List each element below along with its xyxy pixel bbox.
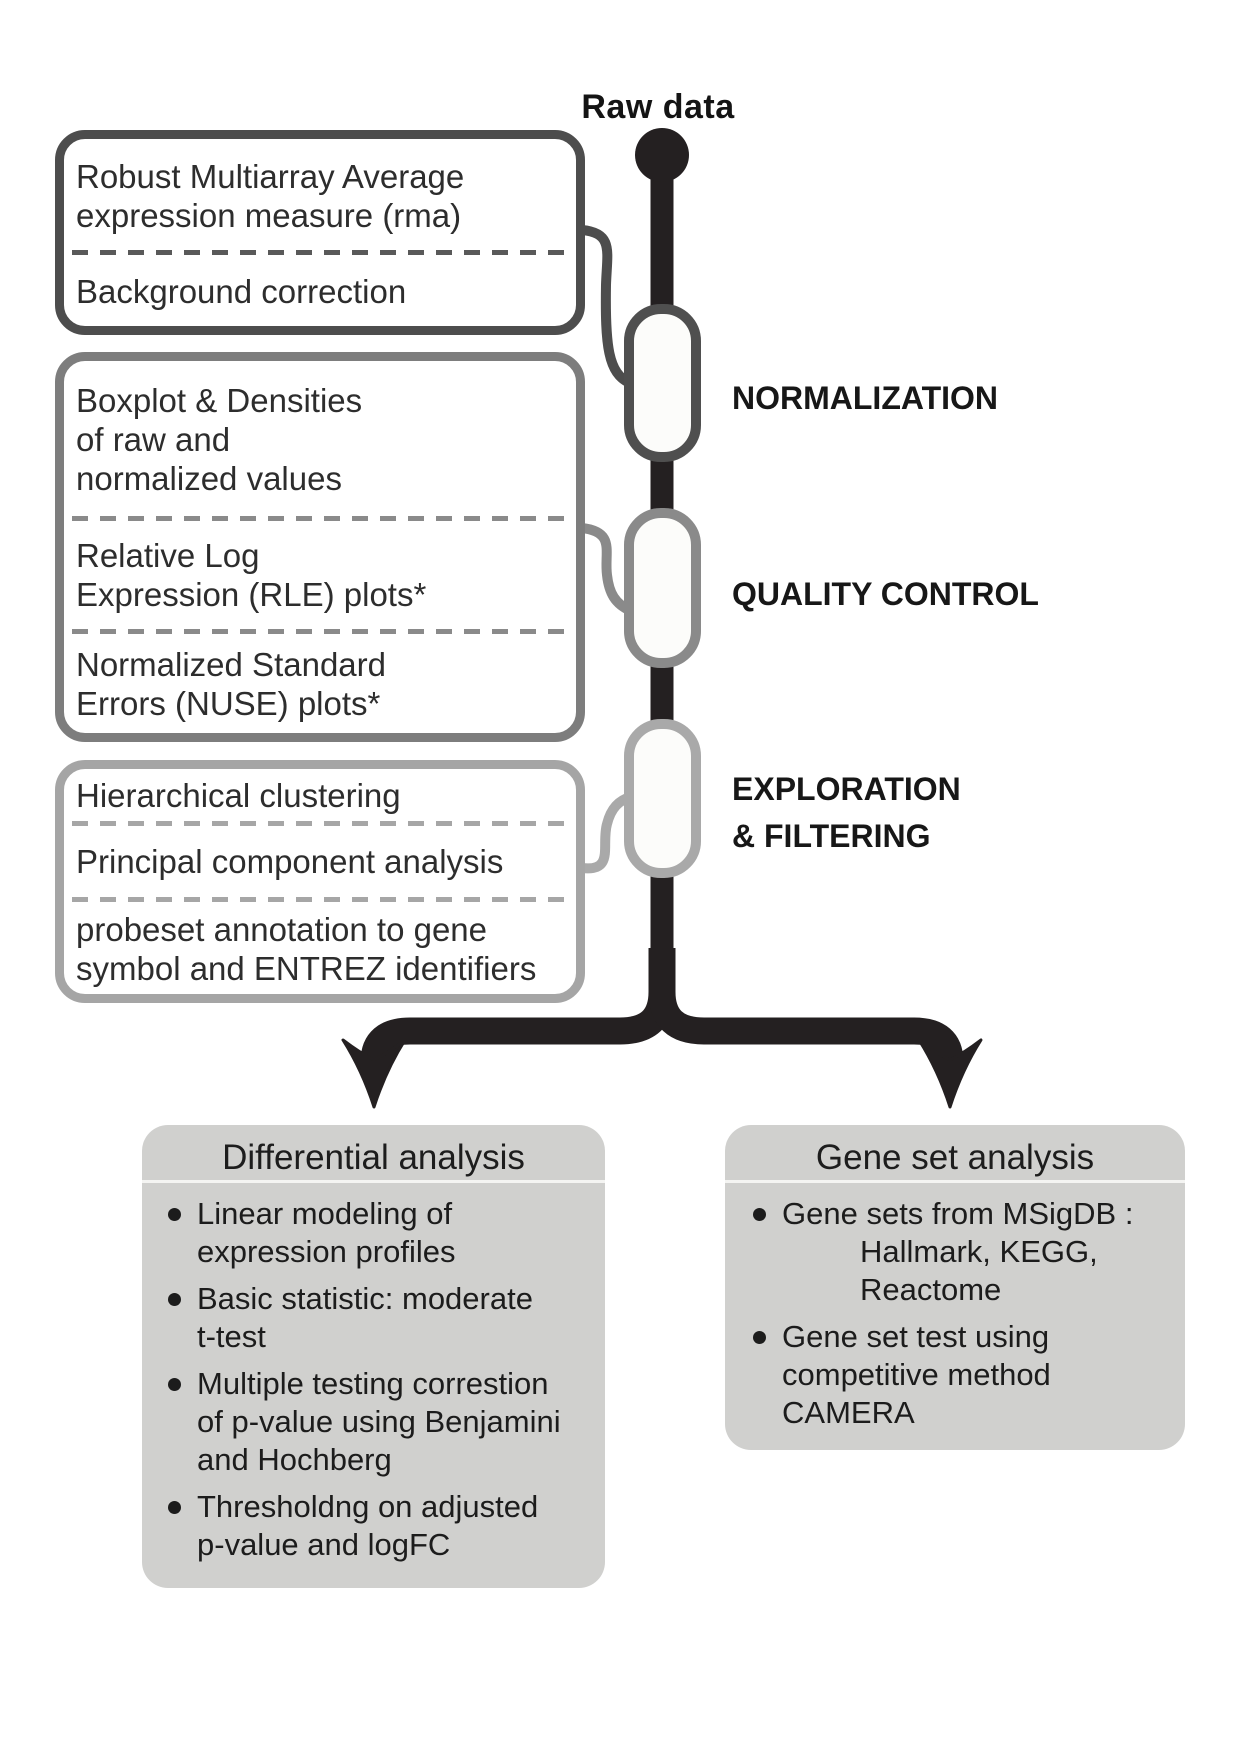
stage-label-normalization (732, 375, 998, 422)
bullet-line: expression profiles (197, 1234, 456, 1269)
bullet-text (782, 1318, 1051, 1432)
bullet-dot (168, 1293, 181, 1306)
bullet-text (782, 1195, 1133, 1309)
stage-label-quality-control (732, 571, 1039, 618)
stage-label-line: EXPLORATION (732, 771, 961, 807)
bullet-item (753, 1195, 1179, 1309)
step-line: of raw and (76, 421, 231, 458)
bullet-item (168, 1488, 599, 1564)
step-line: Background correction (76, 272, 407, 310)
stage-label-line: & FILTERING (732, 818, 931, 854)
dashed-separator (72, 897, 568, 902)
bullet-item (168, 1195, 599, 1271)
dashed-separator (72, 516, 568, 521)
bullet-line: Gene set test using (782, 1319, 1050, 1354)
box-normalization-steps (55, 130, 585, 335)
step-line: Hierarchical clustering (76, 776, 401, 814)
bullet-line: Linear modeling of (197, 1196, 453, 1231)
stage-label-exploration-filtering (732, 766, 961, 860)
step-background-correction (76, 259, 568, 323)
panel-differential-analysis (142, 1125, 605, 1588)
step-line: Robust Multiarray Average (76, 158, 465, 195)
dashed-separator (72, 250, 568, 255)
stage-label-line: QUALITY CONTROL (732, 576, 1039, 612)
step-line: Normalized Standard (76, 645, 386, 683)
bullet-dot (168, 1501, 181, 1514)
bullet-line: Reactome (860, 1272, 1002, 1307)
bullet-list (753, 1195, 1179, 1441)
raw-data-label: Raw data (581, 88, 735, 126)
bullet-line: p-value and logFC (197, 1527, 451, 1562)
step-rle-plots (76, 523, 568, 627)
step-line: expression measure (rma) (76, 197, 462, 234)
bullet-line: Thresholdng on adjusted (197, 1489, 539, 1524)
panel-title-separator (725, 1180, 1185, 1183)
bullet-item (168, 1280, 599, 1356)
bullet-dot (753, 1208, 766, 1221)
bullet-dot (753, 1331, 766, 1344)
bullet-text (197, 1365, 561, 1479)
step-probeset-annotation (76, 905, 568, 993)
bullet-text (197, 1195, 455, 1271)
dashed-separator (72, 821, 568, 826)
stage-label-line: NORMALIZATION (732, 380, 999, 416)
bullet-line: Multiple testing correstion (197, 1366, 549, 1401)
step-line: Expression (RLE) plots* (76, 576, 427, 613)
bullet-line: CAMERA (782, 1395, 915, 1430)
panel-title-separator (142, 1180, 605, 1183)
bullet-item (753, 1318, 1179, 1432)
step-line: normalized values (76, 460, 342, 497)
step-nuse-plots (76, 636, 568, 731)
box-quality-control-steps (55, 352, 585, 742)
step-line: Boxplot & Densities (76, 382, 363, 419)
panel-title: Gene set analysis (815, 1138, 1095, 1177)
dashed-separator (72, 629, 568, 634)
bullet-list (168, 1195, 599, 1573)
bullet-line: Hallmark, KEGG, (860, 1234, 1098, 1269)
step-line: symbol and ENTREZ identifiers (76, 950, 537, 987)
step-rma (76, 143, 568, 249)
bullet-text (197, 1280, 533, 1356)
step-hierarchical-clustering (76, 769, 568, 821)
bullet-line: Gene sets from MSigDB : (782, 1196, 1134, 1231)
step-line: probeset annotation to gene (76, 911, 488, 948)
step-line: Errors (NUSE) plots* (76, 684, 381, 722)
bullet-line: and Hochberg (197, 1442, 392, 1477)
bullet-item (168, 1365, 599, 1479)
bullet-line: of p-value using Benjamini (197, 1404, 561, 1439)
step-boxplot-densities (76, 363, 568, 516)
bullet-line: Basic statistic: moderate (197, 1281, 533, 1316)
step-pca (76, 827, 568, 895)
bullet-line: t-test (197, 1319, 266, 1354)
bullet-dot (168, 1378, 181, 1391)
bullet-text (197, 1488, 538, 1564)
step-line: Relative Log (76, 537, 260, 574)
bullet-line: competitive method (782, 1357, 1051, 1392)
step-line: Principal component analysis (76, 842, 504, 880)
bullet-dot (168, 1208, 181, 1221)
panel-gene-set-analysis (725, 1125, 1185, 1450)
panel-title: Differential analysis (222, 1138, 525, 1177)
box-exploration-steps (55, 760, 585, 1003)
